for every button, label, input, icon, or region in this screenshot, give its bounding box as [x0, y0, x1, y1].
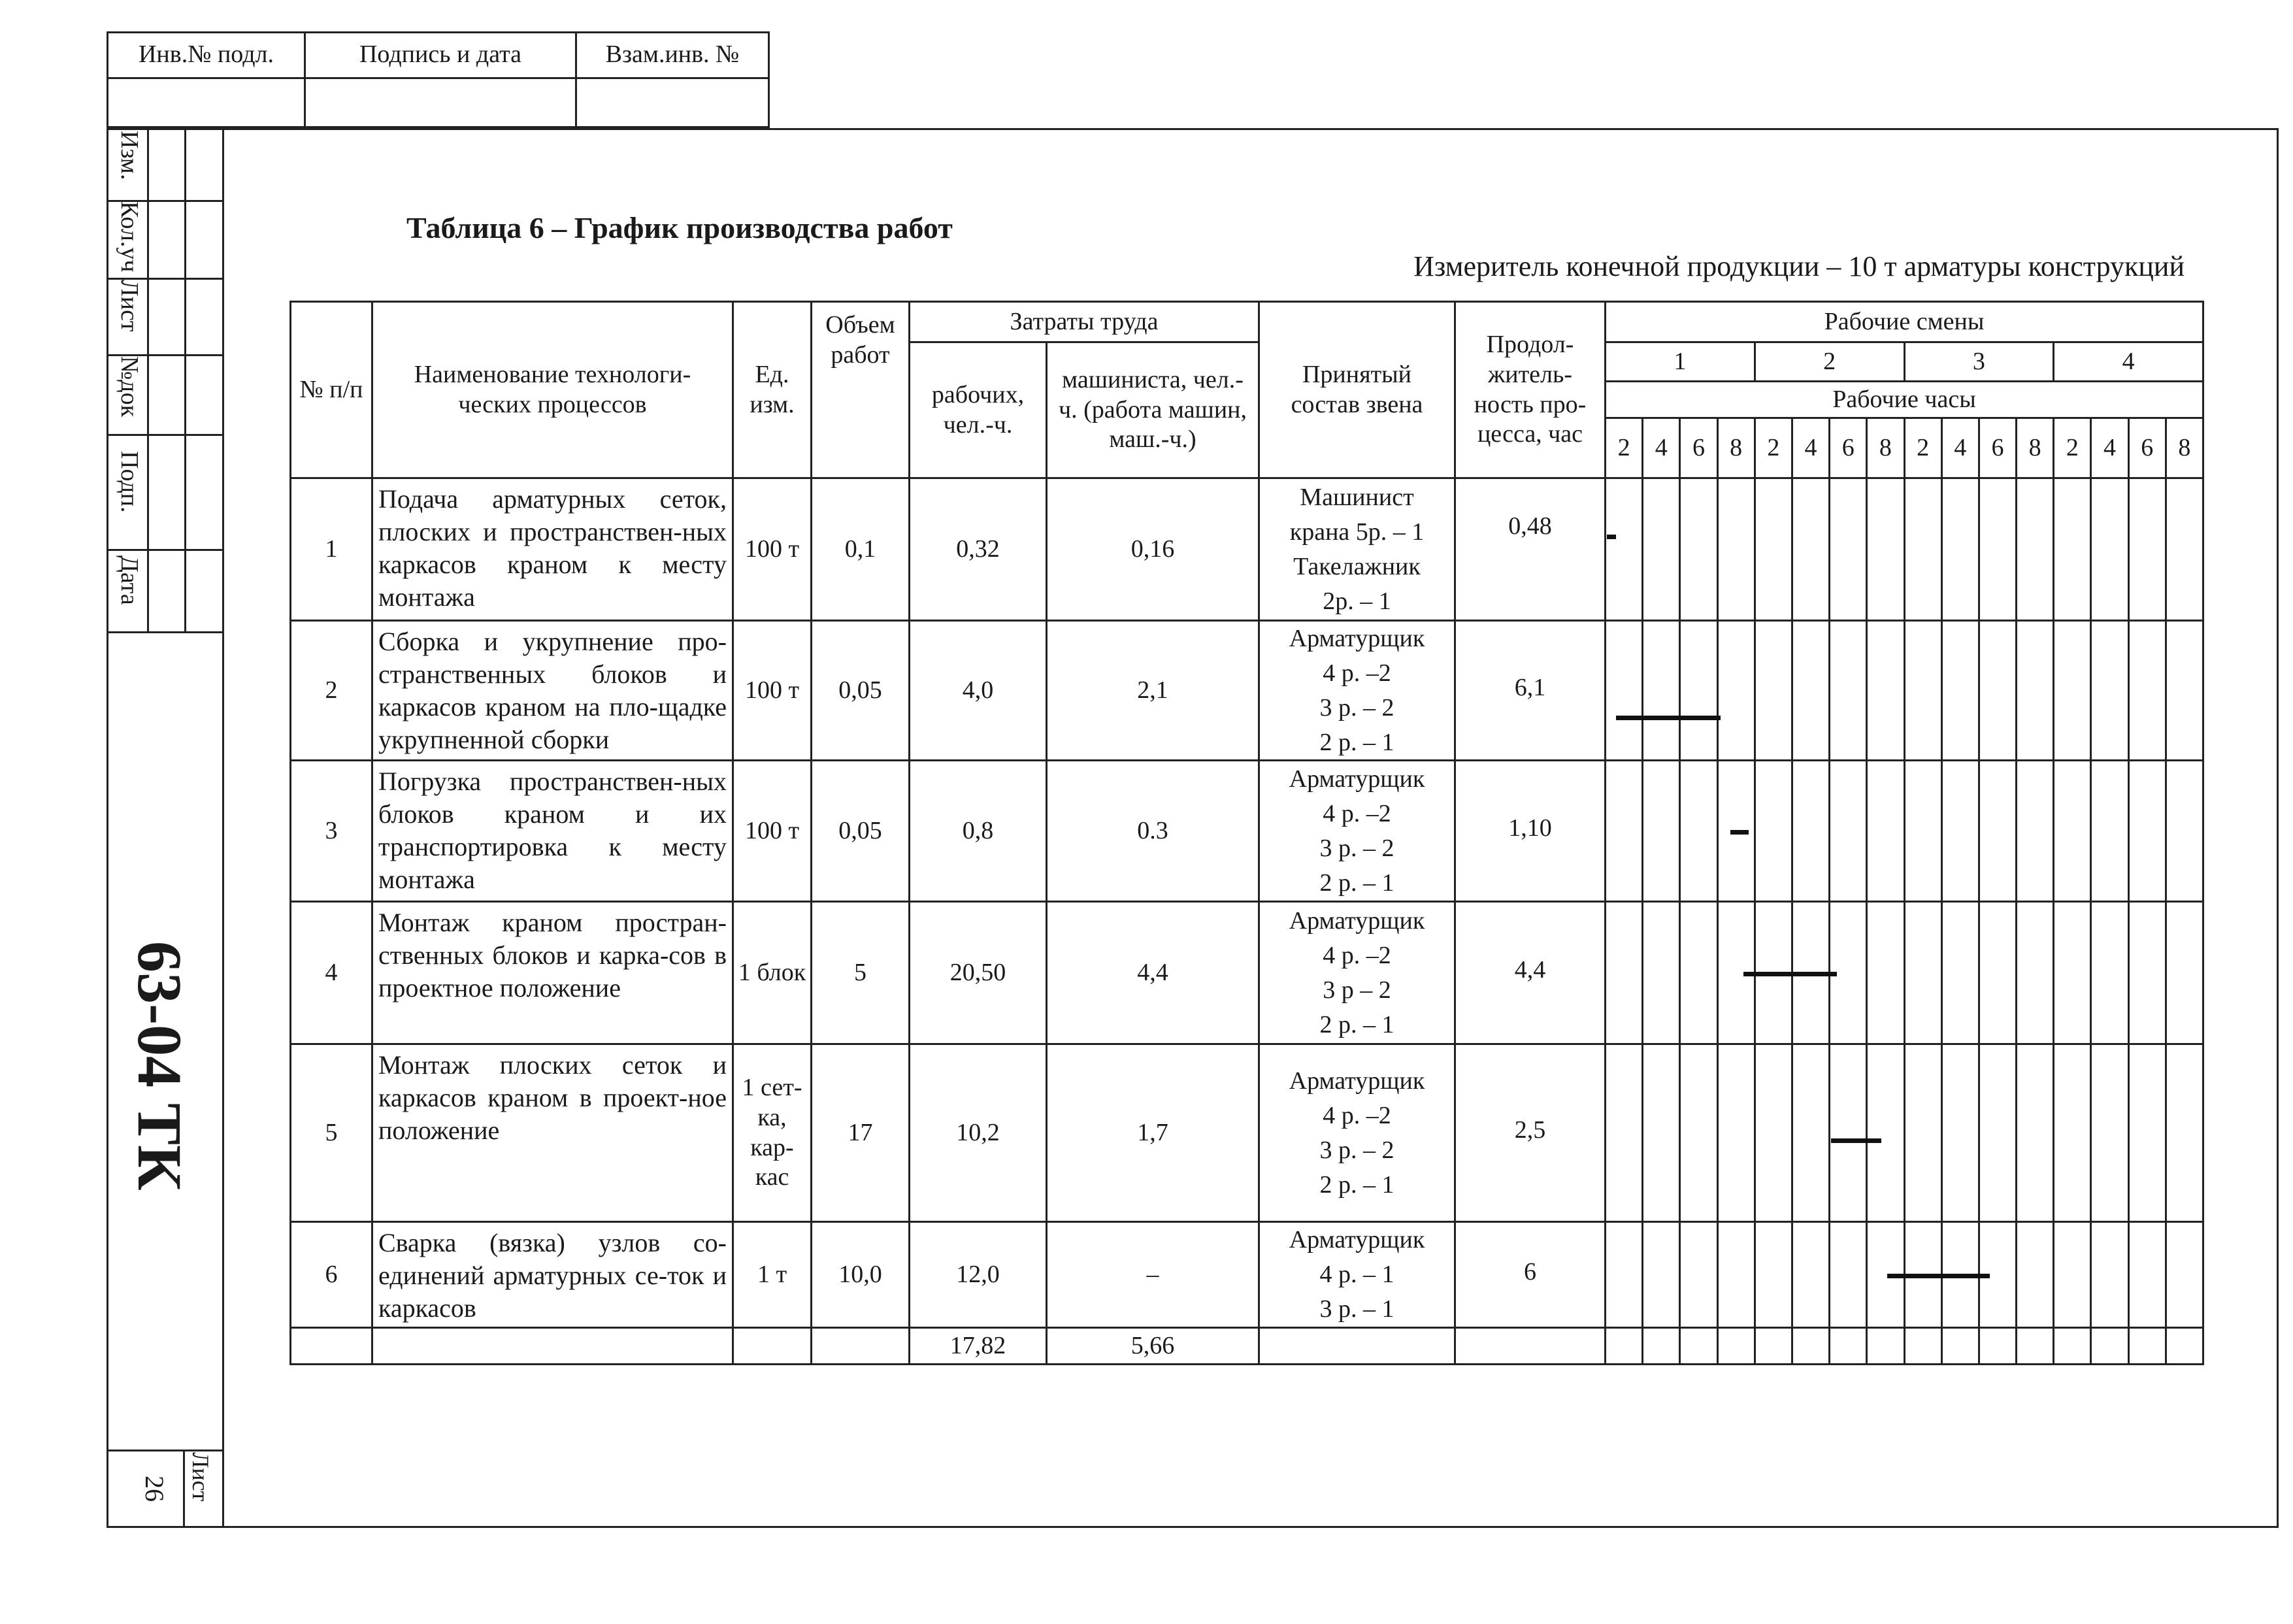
gantt-bar [1616, 716, 1721, 720]
header-shifts: Рабочие смены [1824, 307, 1985, 335]
table-title: Таблица 6 – График производства работ [406, 211, 953, 244]
header-hour-tick: 8 [1730, 433, 1743, 461]
header-shift-number: 2 [1823, 347, 1836, 375]
row-crew-line: 2 р. – 1 [1319, 728, 1394, 756]
row-duration: 6 [1524, 1258, 1536, 1285]
header-hour-tick: 2 [1917, 433, 1930, 461]
row-duration: 0,48 [1508, 512, 1552, 540]
header-shift-number: 3 [1972, 347, 1985, 375]
grid-line [1791, 417, 1793, 1365]
row-process-name: Сборка и укрупнение про-странственных блоков и каркасов краном на пло-щадке укрупненной сборки [378, 627, 727, 754]
header-volume: Объем работ [825, 311, 895, 369]
header-crew: Принятый состав звена [1291, 360, 1423, 418]
row-workers: 0,8 [962, 816, 994, 844]
grid-line [1866, 417, 1868, 1365]
row-crew [1260, 761, 1454, 901]
row-crew [1260, 479, 1454, 620]
row-volume: 0,05 [838, 676, 882, 704]
header-labor: Затраты труда [1010, 307, 1159, 335]
row-duration: 6,1 [1514, 674, 1546, 701]
header-hour-tick: 8 [1879, 433, 1892, 461]
grid-line [2202, 301, 2204, 1365]
inv-podl-label: Инв.№ подл. [138, 41, 274, 69]
header-hour-tick: 4 [1954, 433, 1967, 461]
row-crew [1260, 621, 1454, 759]
row-crew [1260, 903, 1454, 1043]
grid-line [1641, 417, 1643, 1365]
row-crew-line: Арматурщик [1289, 1067, 1425, 1095]
grid-line [289, 1363, 2204, 1365]
row-workers: 12,0 [956, 1260, 1000, 1288]
total-workers: 17,82 [949, 1331, 1006, 1359]
row-workers: 4,0 [962, 676, 994, 704]
row-volume: 17 [848, 1118, 873, 1146]
side-label-kol-uch: Кол.уч [116, 201, 143, 273]
gantt-bar [1730, 830, 1749, 835]
row-num: 1 [325, 535, 338, 563]
row-num: 6 [325, 1260, 338, 1288]
row-crew-line: 4 р. –2 [1323, 659, 1391, 687]
row-unit: 1 блок [738, 958, 806, 986]
sheet-label: Лист [188, 1452, 214, 1502]
grid-line [1978, 417, 1980, 1365]
row-crew-line: крана 5р. – 1 [1289, 518, 1425, 546]
row-unit: 100 т [744, 676, 800, 704]
row-crew-line: 2р. – 1 [1323, 587, 1391, 615]
side-label-izm: Изм. [116, 131, 143, 180]
side-label-data: Дата [116, 555, 143, 605]
row-machinist: 1,7 [1137, 1118, 1168, 1146]
row-crew-line: Машинист [1300, 483, 1414, 511]
row-crew-line: 2 р. – 1 [1319, 869, 1394, 897]
row-machinist: 4,4 [1137, 958, 1168, 986]
row-volume: 5 [854, 958, 866, 986]
row-machinist: 2,1 [1137, 676, 1168, 704]
row-unit: 100 т [744, 816, 800, 844]
gantt-bar [1607, 535, 1616, 539]
grid-line [1754, 417, 1756, 1365]
gantt-bar [1831, 1138, 1881, 1143]
row-unit: 1 сет-ка, кар-кас [742, 1074, 802, 1191]
grid-line [1717, 417, 1719, 1365]
row-process-name: Монтаж краном простран-ственных блоков и карка-сов в проектное положение [378, 908, 727, 1003]
header-duration: Продол-житель-ность про-цесса, час [1474, 331, 1587, 448]
side-label-list: Лист [116, 280, 143, 332]
grid-line [1941, 417, 1943, 1365]
row-process-name: Сварка (вязка) узлов со-единений арматурных се-ток и каркасов [378, 1228, 727, 1323]
row-machinist: – [1146, 1260, 1159, 1288]
grid-line [2128, 417, 2130, 1365]
row-crew-line: Арматурщик [1289, 765, 1425, 793]
gantt-bar [1887, 1274, 1990, 1278]
header-unit: Ед. изм. [750, 360, 795, 418]
grid-line [2090, 417, 2092, 1365]
header-hour-tick: 2 [1617, 433, 1630, 461]
doc-code: 63-04 ТК [125, 941, 195, 1191]
header-hour-tick: 2 [2066, 433, 2079, 461]
row-crew-line: Арматурщик [1289, 906, 1425, 935]
header-num: № п/п [299, 375, 363, 403]
row-crew [1260, 1045, 1454, 1221]
row-unit: 100 т [744, 535, 800, 563]
sheet-number: 26 [140, 1476, 169, 1502]
header-shift-number: 1 [1674, 347, 1687, 375]
header-hour-tick: 8 [2178, 433, 2191, 461]
header-hour-tick: 6 [2141, 433, 2154, 461]
header-hour-tick: 4 [2103, 433, 2117, 461]
row-crew-line: 3 р – 2 [1323, 976, 1391, 1004]
row-process-name: Погрузка пространствен-ных блоков краном и их транспортировка к месту монтажа [378, 767, 727, 894]
row-crew-line: 2 р. – 1 [1319, 1010, 1394, 1038]
row-crew-line: 3 р. – 2 [1319, 693, 1394, 721]
header-hour-tick: 8 [2028, 433, 2041, 461]
row-num: 5 [325, 1118, 338, 1146]
row-volume: 0,05 [838, 816, 882, 844]
header-hour-tick: 4 [1804, 433, 1817, 461]
row-crew-line: 3 р. – 2 [1319, 1136, 1394, 1164]
row-num: 2 [325, 676, 338, 704]
row-machinist: 0.3 [1137, 816, 1168, 844]
row-num: 4 [325, 958, 338, 986]
header-hour-tick: 4 [1655, 433, 1668, 461]
gantt-bar [1743, 972, 1837, 976]
table-subtitle: Измеритель конечной продукции – 10 т арматуры конструкций [1413, 250, 2185, 282]
side-label-podp: Подп. [116, 451, 143, 513]
row-crew-line: Арматурщик [1289, 1226, 1425, 1253]
row-process-name: Монтаж плоских сеток и каркасов краном в проект-ное положение [378, 1050, 727, 1145]
row-volume: 10,0 [838, 1260, 882, 1288]
row-workers: 20,50 [949, 958, 1006, 986]
grid-line [2165, 417, 2167, 1365]
row-crew [1260, 1223, 1454, 1327]
row-crew-line: 3 р. – 2 [1319, 834, 1394, 862]
row-duration: 4,4 [1514, 956, 1546, 984]
row-process-name: Подача арматурных сеток, плоских и пространствен-ных каркасов краном к месту монтажа [378, 484, 727, 612]
row-volume: 0,1 [844, 535, 876, 563]
row-crew-line: 2 р. – 1 [1319, 1170, 1394, 1199]
grid-line [2015, 417, 2017, 1365]
row-crew-line: 4 р. –2 [1323, 941, 1391, 969]
header-hour-tick: 6 [1841, 433, 1855, 461]
header-hour-tick: 2 [1767, 433, 1780, 461]
row-workers: 10,2 [956, 1118, 1000, 1146]
grid-line [1679, 417, 1681, 1365]
header-hour-tick: 6 [1692, 433, 1705, 461]
row-unit: 1 т [757, 1260, 787, 1288]
header-machinist: машиниста, чел.-ч. (работа машин, маш.-ч.) [1059, 366, 1247, 454]
total-machinist: 5,66 [1130, 1331, 1175, 1359]
row-duration: 1,10 [1508, 814, 1552, 842]
row-crew-line: 4 р. – 1 [1319, 1261, 1394, 1288]
header-workers: рабочих, чел.-ч. [931, 380, 1025, 439]
row-crew-line: 4 р. –2 [1323, 1101, 1391, 1129]
grid-line [1828, 417, 1830, 1365]
side-label-ndok: №док [116, 356, 143, 418]
row-num: 3 [325, 816, 338, 844]
grid-line [2053, 417, 2054, 1365]
podpis-data-label: Подпись и дата [359, 41, 522, 69]
row-workers: 0,32 [956, 535, 1000, 563]
header-hour-tick: 6 [1991, 433, 2004, 461]
vzam-inv-label: Взам.инв. № [605, 41, 740, 69]
grid-line [1904, 417, 1905, 1365]
row-crew-line: Арматурщик [1289, 624, 1425, 652]
row-crew-line: Такелажник [1293, 552, 1421, 580]
header-shift-number: 4 [2122, 347, 2135, 375]
row-duration: 2,5 [1514, 1116, 1546, 1144]
row-crew-line: 4 р. –2 [1323, 799, 1391, 827]
header-name: Наименование технологи-ческих процессов [414, 360, 691, 418]
row-machinist: 0,16 [1130, 535, 1175, 563]
row-crew-line: 3 р. – 1 [1319, 1295, 1394, 1323]
header-hours: Рабочие часы [1832, 385, 1976, 413]
